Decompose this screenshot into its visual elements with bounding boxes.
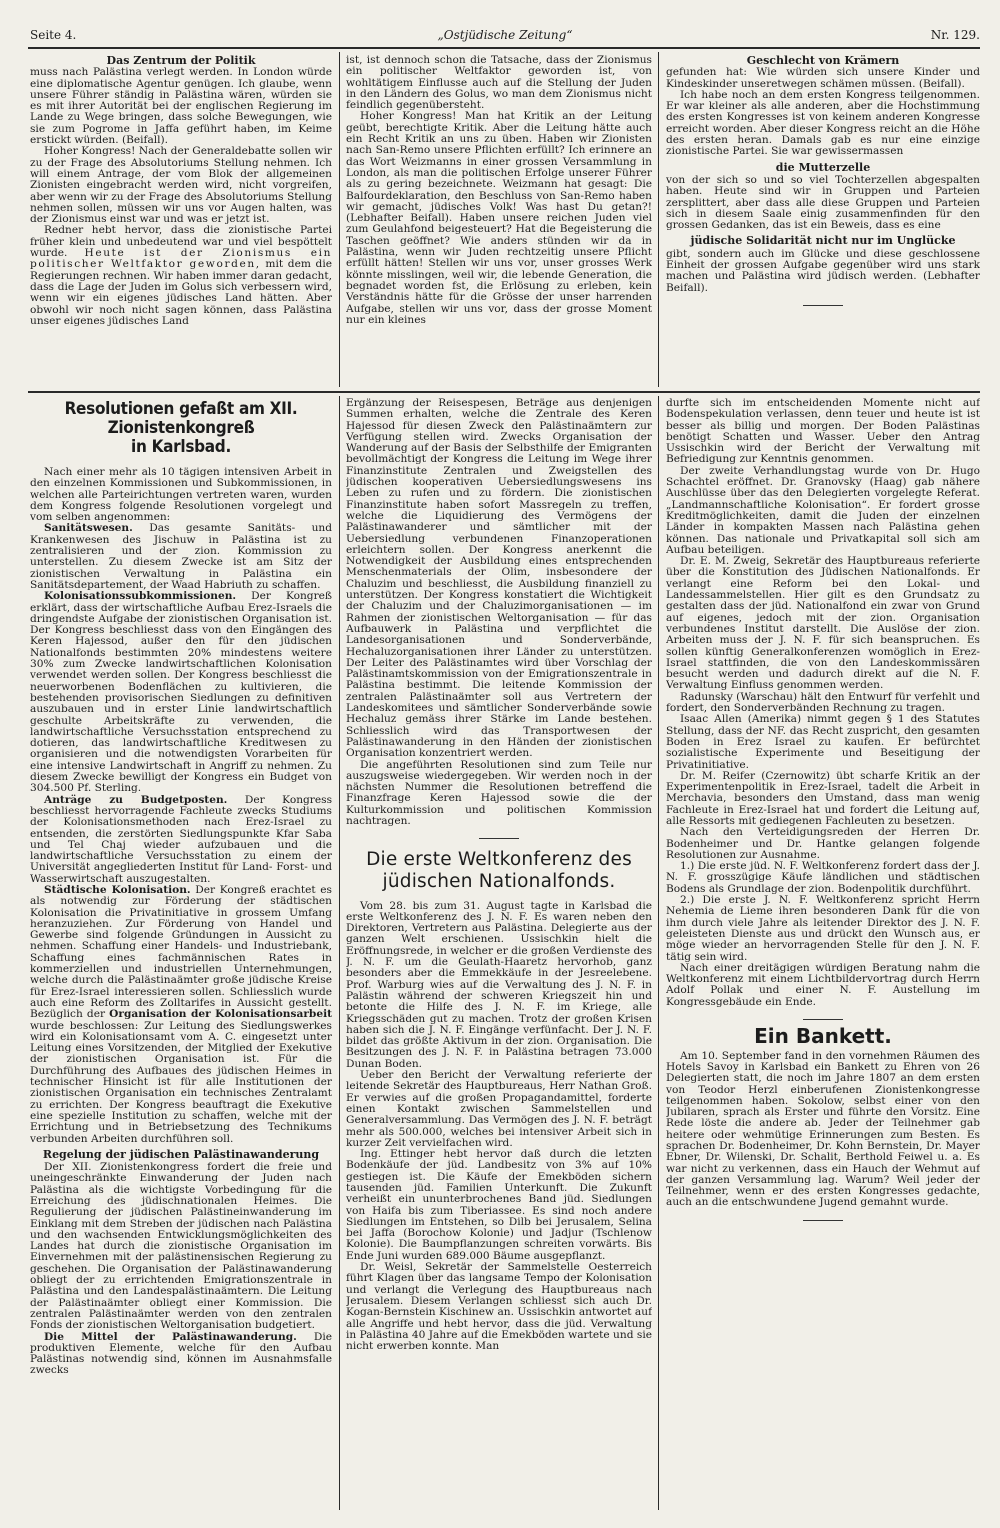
paragraph: Nach den Verteidigungsreden der Herren Dr. Bodenheimer und Dr. Hantke gelangen folgende Resolutionen zur Ausnahme. [666,826,980,861]
text-run: Redner hebt hervor, dass die zionistische Partei früher klein und unbedeutend war und viel bespöttelt wurde. [30,224,332,260]
paragraph: Nach einer mehr als 10 tägigen intensiven Arbeit in den einzelnen Kommissionen und Subkommissionen, in welchen alle Parteirichtungen vertreten waren, wurden dem Kongress folgende Resolutionen vorgelegt und vom selben angenommen: [30,466,332,524]
newspaper-title: „Ostjüdische Zeitung“ [437,28,573,42]
bottom-divider-2 [658,396,659,1510]
text-run: mit dem die Regierungen rechnen. Wir haben immer daran gedacht, dass die Lage der Juden im Golus sich verbessern wird, wenn wir ein eigenes jüdisches Land hätten. Aber obwohl wir noch nicht sagen können, dass Palästina unser eigenes jüdisches Land [30,258,332,327]
bottom-column-1 [30,398,332,1510]
headline-line-2: jüdischen Nationalfonds. [382,870,616,892]
paragraph: Hoher Kongress! Man hat Kritik an der Leitung geübt, berechtigte Kritik. Aber die Leitung hätte auch ein Recht Kritik an uns zu üben. Haben wir Zionisten nach San-Remo unsere Pflichten erfüllt? Ich erinnere an das Wort Weizmanns in einer grossen Versammlung in London, als man die politischen Erfolge unserer Führer als zu gering bezeichnete. Weizmann hat gesagt: Die Balfourdeklaration, den Beschluss von San-Remo haben wir gemacht, jüdisches Volk! Was hast Du getan?! (Lebhafter Beifall). Haben unsere reichen Juden viel zum Geulahfond beigesteuert? Hat die Begeisterung die Taschen geöffnet? Wie anders stünden wir da in Palästina, wenn wir Juden rechtzeitig unsere Pflicht erfüllt hätten! Stellen wir uns vor, unser grosses Werk könnte misslingen, weil wir, die lebende Generation, die begnadet worden fst, die Erlösung zu erleben, kein Verständnis hätte für die Grösse der unser harrenden Aufgabe, stellen wir uns vor, dass der grosse Moment nur ein kleines [346,110,652,326]
paragraph [30,523,332,591]
paragraph [30,591,332,794]
text-run: Der Kongreß erachtet es als notwendig zur Förderung der städtischen Kolonisation die Privatinitiative in grossem Umfang heranzuziehen. Zur Förderung von Handel und Gewerbe sind folgende Gründungen in Aussicht zu nehmen. Schaffung einer Handels- und Industriebank, Schaffung eines fachmännischen Rates in kommerziellen und industriellen Unternehmungen, welche durch die Palästinaämter große jüdische Kreise für Erez-Israel interessieren sollen. Schliesslich wurde auch eine Reform des Zolltarifes in Aussicht gestellt. Bezüglich der [30,883,332,1021]
paragraph: Der zweite Verhandlungstag wurde von Dr. Hugo Schachtel eröffnet. Dr. Granovsky (Haag) gab nähere Auschlüsse über das den Delegierten vorgelegte Referat. „Landmannschaftliche Kolonisation“. Er fordert grosse Kreditmöglichkeiten, damit die Juden der einzelnen Länder in kompakten Massen nach Palästina gehen können. Das nationale und Privatkapital soll sich am Aufbau beteiligen. [666,464,980,556]
paragraph: gibt, sondern auch im Glücke und diese geschlossene Einheit der grossen Aufgabe gegenüber wird uns stark machen und Palästina wird jüdisch werden. (Lebhafter Beifall). [666,247,980,294]
page-number: Seite 4. [30,28,77,42]
end-mark [666,1213,980,1224]
paragraph: Radunsky (Warschau) hält den Entwurf für verfehlt und fordert, den Sonderverbänden Rechnung zu tragen. [666,690,980,715]
paragraph: Hoher Kongress! Nach der Generaldebatte sollen wir zu der Frage des Absolutoriums Stellung nehmen. Ich will einem Antrage, der vom Blok der allgemeinen Zionisten eingebracht werden wird, nicht vorgreifen, aber wenn wir zu der Frage des Absolutoriums Stellung nehmen sollen, müssen wir uns vor Augen halten, was der Zionismus einst war und was er jetzt ist. [30,145,332,226]
keyword: Organisation der Kolonisationsarbeit [109,1008,332,1021]
weltkonferenz-headline [346,849,652,893]
paragraph: Am 10. September fand in den vornehmen Räumen des Hotels Savoy in Karlsbad ein Bankett zu Ehren von 26 Delegierten statt, die noch im Jahre 1807 an dem ersten von Teodor Herzl einberufenen Zionistenkongresse teilgenommen haben. Sokolow, selbst einer von den Jubilaren, sprach als Erster und führte den Vorsitz. Eine Rede löste die andere ab. Jeder der Teilnehmer gab heitere oder wehmütige Erinnerungen zum Besten. Es sprachen Dr. Bodenheimer, Dr. Kohn Bernstein, Dr. Mayer Ebner, Dr. Wilenski, Dr. Schalit, Berthold Feiwel u. a. Es war nicht zu verkennen, dass ein Hauch der Wehmut auf der ganzen Versammlung lag. Warum? Weil jeder der Teilnehmer, wenn er des ersten Kongresses gedachte, auch an die entschwundene Jugend gemahnt wurde. [666,1049,980,1209]
top-divider-2 [658,52,659,387]
paragraph [30,795,332,885]
paragraph: Ergänzung der Reisespesen, Beträge aus denjenigen Summen erhalten, welche die Zentrale des Keren Hajessod für diesen Zweck den Palästinaämtern zur Verfügung stellen wird. Zwecks Organisation der Wanderung auf der Basis der Selbsthilfe der Emigranten bevollmächtigt der Kongress die Leitung im Wege ihrer Finanzinstitute Zentralen und Zweigstellen des jüdischen kooperativen Uebersiedlungswesens ins Leben zu rufen und zu fördern. Die zionistischen Finanzinstitute haben sofort Massregeln zu treffen, welche die Liquidierung des Vermögens der Palästinawanderer und sämtlicher mit der Uebersiedlung verbundenen Finanzoperationen erleichtern sollen. Der Kongress anerkennt die Notwendigkeit der Ausbildung eines entsprechenden Menschenmaterials der Olim, insbesondere der Chaluzim und beschliesst, die Ausbildung finanziell zu unterstützen. Der Kongress konstatiert die Wichtigkeit der Chaluzim und der Chaluzimorganisationen — im Rahmen der zionistischen Weltorganisation — für das Aufbauwerk in Palästina und verpflichtet die Landesorganisationen und Sonderverbände, Hechaluzorganisationen ihrer Länder zu unterstützen. Der Leiter des Palästinamtes wird über Vorschlag der Palästinamtskommission von der Emigrationszentrale in Palästina bestimmt. Die leitende Kommission der zentralen Palästinaämter soll aus Vertretern der Landeskomitees und sämtlicher Sonderverbände sowie Hechaluz gemäss ihrer Stärke im Lande bestehen. Schliesslich wird das Transportwesen der Palästinawanderung in den Händen der zionistischen Organisation konzentriert werden. [346,398,652,760]
subheading-mutterzelle: die Mutterzelle [775,160,871,174]
paragraph: gefunden hat: Wie würden sich unsere Kinder und Kindeskinder unseretwegen schämen müssen. (Beifall). [666,66,980,90]
text-run: Der Kongreß erklärt, dass der wirtschaftliche Aufbau Erez-Israels die dringendste Aufgabe der zionistischen Organisation ist. Der Kongress beschliesst dass von den Eingängen des Keren Hajessod, außer den für den jüdischen Nationalfonds bestimmten 20% mindestens weitere 30% zum Zwecke landwirtschaftlichen Kolonisation verwendet werden sollen. Der Kongress beschliesst die neuerworbenen Bodenflächen zu kultivieren, die bestehenden provisorischen Siedlungen zu definitiven auszubauen und in erster Linie landwirtschaftlich geschulte Arbeitskräfte zu verwenden, die landwirtschaftliche Versuchsstation entsprechend zu dotieren, das landwirtschaftliche Kreditwesen zu organisieren und die notwendigsten Vorarbeiten für eine intensive Landwirtschaft in Angriff zu nehmen. Zu diesem Zwecke bewilligt der Kongress ein Budget von 304.500 Pf. Sterling. [30,590,332,795]
keyword: Die Mittel der Palästinawanderung. [44,1330,297,1343]
headline-line-1: Resolutionen gefaßt am XII. Zionistenkongreß [64,399,298,438]
heading-kraemern: Geschlecht von Krämern [746,55,900,67]
text-run: Das gesamte Sanitäts- und Krankenwesen des Jischuw in Palästina ist zu zentralisieren und der zion. Kommission zu unterstellen. Zu diesem Zwecke ist am Sitz der zionistischen Verwaltung in Palästina ein Sanitätsdepartement, der Waad Habriuth zu schaffen. [30,522,332,591]
bankett-headline: Ein Bankett. [754,1024,892,1049]
top-divider-1 [339,52,340,387]
keyword: Kolonisationssubkommissionen. [44,590,237,603]
paragraph: 1.) Die erste jüd. N. F. Weltkonferenz fordert dass der J. N. F. grosszügige Käufe ländlichen und städtischen Bodens als Grundlage der zion. Bodenpolitik durchführt. [666,860,980,895]
paragraph: Dr. E. M. Zweig, Sekretär des Hauptbureaus referierte über die Konstitution des Jüdischen Nationalfonds. Er verlangt eine Reform bei den Lokal- und Landessammelstellen. Hier gilt es den Grundsatz zu gestalten dass der jüd. Nationalfond ein zwar von Grund auf eigenes, jedoch mit der zion. Organisation verbundenes Institut darstellt. Die Auslöse der zion. Arbeiten muss der J. N. F. für sich beanspruchen. Es sollen künftig Generalkonferenzen womöglich in Erez-Israel stattfinden, die von den Landeskommissären besucht werden und dadurch direkt auf die N. F. Verwaltung Einfluss genommen werden. [666,555,980,692]
separator [666,1012,980,1023]
paragraph: 2.) Die erste J. N. F. Weltkonferenz spricht Herrn Nehemia de Lieme ihren besonderen Dank für die von ihm durch viele Jahre als leitender Direktor des J. N. F. geleisteten Dienste aus und drückt den Wunsch aus, er möge wieder an hervorragenden Stelle für den J. N. F. tätig sein wird. [666,894,980,963]
paragraph: muss nach Palästina verlegt werden. In London würde eine diplomatische Agentur genügen. Ich glaube, wenn unsere Führer ständig in Palästina wären, würden sie es mit ihrer Autorität bei der englischen Regierung im Lande zu Wege bringen, dass solche Bewegungen, wie sie zum Pogrome in Jaffa geführt haben, im Keime erstickt würden. (Beifall). [30,66,332,147]
paragraph: von der sich so und so viel Tochterzellen abgespalten haben. Heute sind wir in Gruppen und Parteien zersplittert, aber dass alle diese Gruppen und Parteien sich in diesem Saale einig zusammenfinden für den grossen Gedanken, das ist ein Beweis, dass es eine [666,173,980,232]
heading-zentrum: Das Zentrum der Politik [106,55,256,67]
subheading-palaestinawanderung: Regelung der jüdischen Palästinawanderung [42,1147,320,1161]
paragraph [30,885,332,1145]
paragraph: Die angeführten Resolutionen sind zum Teile nur auszugsweise wiedergegeben. Wir werden noch in der nächsten Nummer die Resolutionen betreffend die Finanzfrage Keren Hajessod sowie die der Kulturkommission und politischen Kommission nachtragen. [346,758,652,827]
bottom-divider-1 [339,396,340,1510]
section-rule [28,391,980,393]
paragraph: Ueber den Bericht der Verwaltung referierte der leitende Sekretär des Hauptbureaus, Herr Nathan Groß. Er verwies auf die großen Propagandamittel, forderte einen Kontakt zwischen Sammelstellen und Generalversammlung. Das Vermögen des J. N. F. beträgt mehr als 500.000, welches bei intensiver Arbeit sich in kurzer Zeit vervielfachen wird. [346,1069,652,1149]
text-run: Die produktiven Elemente, welche für den Aufbau Palästinas notwendig sind, können im Ausnahmsfalle zwecks [30,1330,332,1377]
page-header [30,28,980,44]
bottom-column-2 [346,398,652,1510]
keyword: Anträge zu Budgetposten. [44,793,228,806]
end-mark [666,298,980,309]
top-column-3 [666,55,980,387]
bottom-column-3 [666,398,980,1510]
paragraph: Isaac Allen (Amerika) nimmt gegen § 1 des Statutes Stellung, dass der NF. das Recht zuspricht, den gesamten Boden in Erez Israel zu kaufen. Er befürchtet sozialistische Experimente und Beseitigung der Privatinitiative. [666,713,980,771]
separator [346,831,652,842]
paragraph: Der XII. Zionistenkongress fordert die freie und uneingeschränkte Einwanderung der Juden nach Palästina als die wichtigste Vorbedingung für die Erreichung des jüdischnationalen Heimes. Die Regulierung der jüdischen Palästineinwanderung im Einklang mit dem Streben der jüdischen nach Palästina und den wachsenden Entwicklungsmöglichkeiten des Landes hat durch die zionistische Organisation im Einvernehmen mit der palästinensischen Regierung zu geschehen. Die Organisation der Palästinawanderung obliegt der zu errichtenden Emigrationszentrale in Palästina und den Landespalästinaämtern. Die Leitung der Palästinaämter obliegt einer Kommission. Die zentralen Palästinaämter werden von den zentralen Fonds der zionistischen Weltorganisation budgetiert. [30,1161,332,1332]
text-run: Der Kongress beschliesst hervorragende Fachleute zwecks Studiums der Kolonisationsmethoden nach Erez-Israel zu entsenden, die zerstörten Siedlungspunkte Kfar Saba und Tel Chaj wieder aufzubauen und die landwirtschaftliche Versuchsstation zu einem der Universität angegliederten Institut für Land- Forst- und Wasserwirtschaft auszugestalten. [30,793,332,885]
top-column-1 [30,55,332,387]
headline-line-2: in Karlsbad. [131,437,231,457]
keyword: Städtische Kolonisation. [44,883,191,896]
text-run: wurde beschlossen: Zur Leitung des Siedlungswerkes wird ein Kolonisationsamt vom A. C. eingesetzt unter Leitung eines Vorsitzenden, der Mitglied der Exekutive der zionistischen Organisation ist. Für die Durchführung des Aufbaues des jüdischen Heimes in technischer Hinsicht ist für alle Institutionen der zionistischen Organisation ein technisches Zentralamt zu errichten. Der Kongress beauftragt die Exekutive eine spezielle Institution zu schaffen, welche mit der Errichtung und in Betriebsetzung des Technikums verbunden Arbeiten durchführen soll. [30,1019,332,1145]
paragraph [30,225,332,327]
subheading-solidaritaet: jüdische Solidarität nicht nur im Unglücke [690,234,956,248]
paragraph: Ich habe noch an dem ersten Kongress teilgenommen. Er war kleiner als alle anderen, aber die Hochstimmung des ersten Kongresses ist von keinem anderen Kongresse erreicht worden. Aber dieser Kongress reicht an die Höhe des ersten heran. Damals gab es nur eine einzige zionistische Partei. Sie war gewissermassen [666,88,980,158]
issue-number: Nr. 129. [930,28,980,42]
resolutions-headline [30,400,332,457]
paragraph: durfte sich im entscheidenden Momente nicht auf Bodenspekulation verlassen, denn teuer und heute ist ist besser als billig und morgen. Der Boden Palästinas benötigt Schatten und Wasser. Ueber den Antrag Ussischkin wird der Bericht der Verwaltung mit Befriedigung zur Kenntnis genommen. [666,398,980,466]
paragraph [30,1332,332,1377]
paragraph: Dr. Weisl, Sekretär der Sammelstelle Oesterreich führt Klagen über das langsame Tempo der Kolonisation und verlangt die Verlegung des Hauptbureaus nach Jerusalem. Diesem Verlangen schliesst sich auch Dr. Kogan-Bernstein Kischinew an. Ussischkin antwortet auf alle Angriffe und hebt hervor, dass die jüd. Verwaltung in Palästina 40 Jahre auf die Emekböden wartete und sie nicht erwerben konnte. Man [346,1261,652,1353]
paragraph: Ing. Ettinger hebt hervor daß durch die letzten Bodenkäufe der jüd. Landbesitz von 3% auf 10% gestiegen ist. Die Käufe der Emekböden sichern tausenden jüd. Familien Unterkunft. Die Zukunft verheißt ein ununterbrochenes Band jüd. Siedlungen von Haifa bis zum Tiberiassee. Es sind noch andere Siedlungen im Entstehen, so Dilb bei Jerusalem, Selina bei Jaffa (Borochow Kolonie) und Jadjur (Tschlenow Kolonie). Die Baumpflanzungen schreiten vorwärts. Bis Ende Juni wurden 689.000 Bäume ausgepflanzt. [346,1148,652,1262]
paragraph: Vom 28. bis zum 31. August tagte in Karlsbad die erste Weltkonferenz des J. N. F. Es waren neben den Direktoren, Vertretern aus Palästina. Delegierte aus der ganzen Welt erschienen. Ussischkin hielt die Eröffnungsrede, in welcher er die großen Verdienste des J. N. F. um die Geulath-Haaretz hervorhob, ganz besonders aber die Emmekkäufe in der Jesreelebene. Prof. Warburg wies auf die Verwaltung des J. N. F. in Palästin während der schweren Kriegszeit hin und betonte die Hilfe des J. N. F. im Kriege, alle Kriegsschäden gut zu machen. Trotz der großen Krisen haben sich die J. N. F. Eingänge verfünfacht. Der J. N. F. bildet das größte Aktivum in der zion. Organisation. Die Besitzungen des J. N. F. in Palästina betragen 73.000 Dunan Boden. [346,899,652,1070]
paragraph: ist, ist dennoch schon die Tatsache, dass der Zionismus ein politischer Weltfaktor geworden ist, von wohltätigem Einflusse auch auf die Stellung der Juden in den Ländern des Golus, wo man dem Zionismus nicht feindlich gegenübersteht. [346,55,652,112]
top-column-2 [346,55,652,387]
keyword: Sanitätswesen. [44,522,133,535]
paragraph: Dr. M. Reifer (Czernowitz) übt scharfe Kritik an der Experimentenpolitik in Erez-Israel, tadelt die Arbeit in Merchavia, besonders den Umstand, dass man wenig Fachleute in Erez-Israel hat und fordert die Leitung auf, alle Ressorts mit gediegenen Fachleuten zu besetzen. [666,769,980,827]
spaced-emphasis: Heute ist der Zionismus ein politischer Weltfaktor geworden, [30,247,332,271]
header-rule [28,47,980,49]
headline-line-1: Die erste Weltkonferenz des [366,848,632,870]
paragraph: Nach einer dreitägigen würdigen Beratung nahm die Weltkonferenz mit einem Lichtbildervortrag durch Herrn Adolf Pollak und einer N. F. Austellung im Kongressgebäude ein Ende. [666,961,980,1008]
